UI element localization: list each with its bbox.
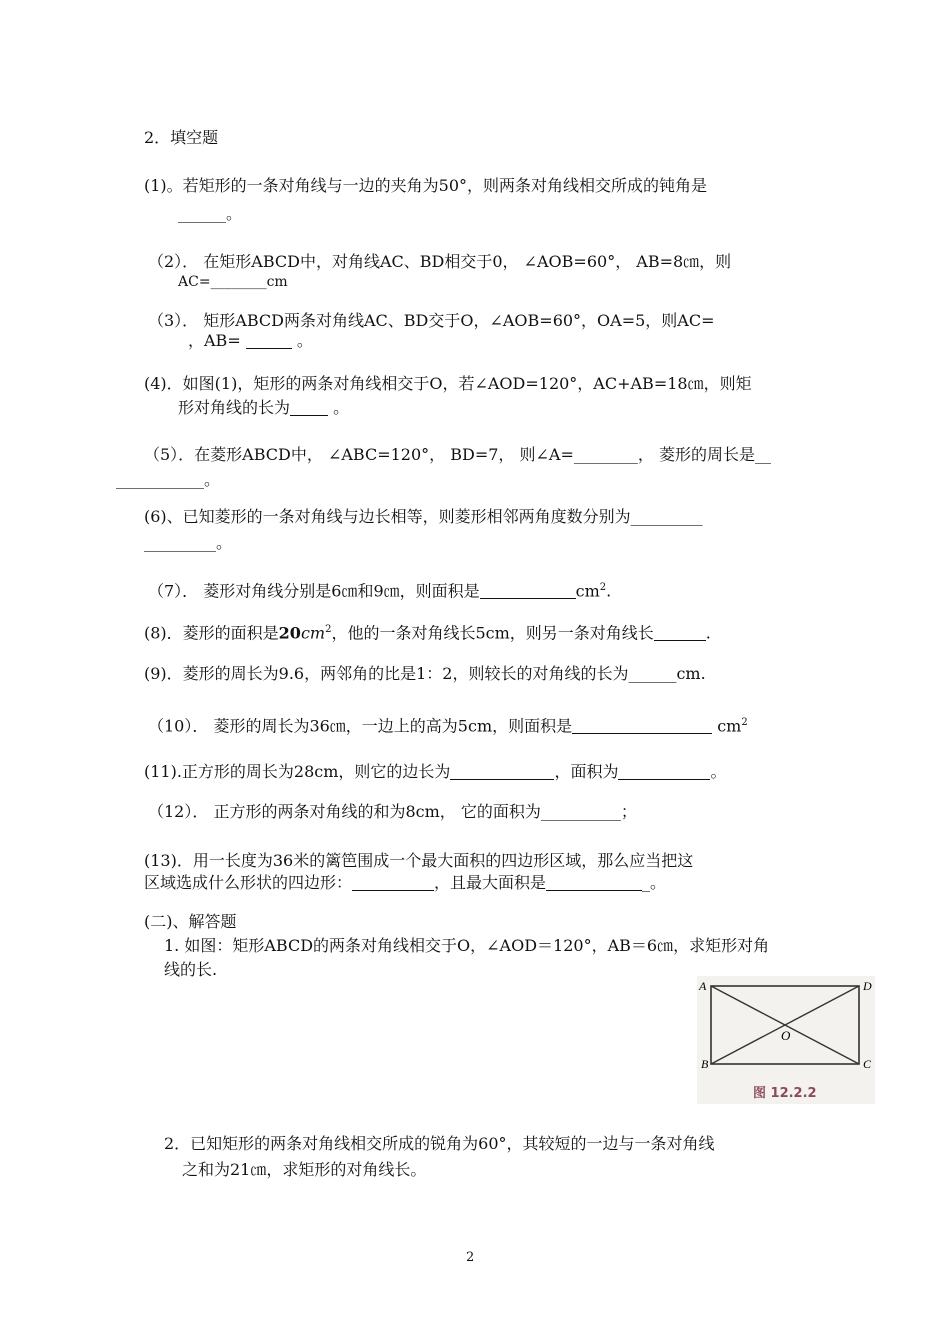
- q13-text: 区域选成什么形状的四边形：: [144, 873, 353, 892]
- q11-text: (11).正方形的周长为28cm，则它的边长为: [144, 762, 451, 781]
- label-b: B: [701, 1057, 709, 1071]
- q8-sup: 2: [325, 624, 332, 635]
- q13-line1: (13)．用一长度为36米的篱笆围成一个最大面积的四边形区域，那么应当把这: [144, 851, 694, 870]
- q8-text: (8)．菱形的面积是: [144, 623, 279, 643]
- q3-ab: ，AB=: [188, 331, 241, 350]
- q4-line1: (4)．如图(1)，矩形的两条对角线相交于O，若∠AOD=120°，AC+AB=18㎝，则矩: [144, 374, 752, 393]
- q3-line2: [178, 331, 313, 351]
- q3-end: 。: [296, 331, 313, 350]
- q2-ac: AC=: [178, 274, 211, 290]
- q13-end: _。: [642, 873, 667, 892]
- q5-line2: ___________。: [116, 470, 221, 489]
- q11-text2: ，面积为: [554, 762, 619, 781]
- q13-blank1: [352, 874, 434, 891]
- q7-line: [148, 578, 611, 601]
- q5-line1: （5）．在菱形ABCD中， ∠ABC=120°， BD=7， 则∠A=________， 菱形的周长是__: [144, 445, 771, 464]
- label-c: C: [863, 1057, 872, 1071]
- q10-unit: cm: [717, 716, 742, 736]
- label-a: A: [699, 979, 707, 993]
- label-d: D: [863, 979, 872, 993]
- p1-line1: 1. 如图：矩形ABCD的两条对角线相交于O，∠AOD＝120°，AB＝6㎝，求矩形对角: [164, 936, 770, 955]
- q11-blank1: [450, 763, 554, 780]
- q3-blank: [246, 332, 292, 349]
- q2-answer-blank: ________cm: [210, 274, 288, 290]
- q1-line2: ______。: [178, 204, 243, 223]
- q3-line1: （3）． 矩形ABCD两条对角线AC、BD交于O，∠AOB=60°，OA=5，则AC=: [148, 311, 715, 330]
- q7-text: （7）． 菱形对角线分别是6㎝和9㎝，则面积是: [148, 581, 480, 601]
- q9-line: (9)．菱形的周长为9.6，两邻角的比是1：2，则较长的对角线的长为______cm.: [144, 664, 706, 683]
- page-number: 2: [466, 1250, 475, 1265]
- p1-line2: 线的长.: [164, 960, 218, 979]
- q7-sup: 2: [599, 582, 607, 593]
- q8-text2: ，他的一条对角线长5cm，则另一条对角线长: [331, 623, 654, 643]
- q11-blank2: [618, 763, 710, 780]
- q8-unit: cm: [300, 623, 326, 643]
- q12-line: （12）． 正方形的两条对角线的和为8cm， 它的面积为__________；: [148, 802, 637, 821]
- q10-blank: [572, 717, 712, 734]
- q10-sup: 2: [741, 717, 748, 728]
- q7-unit: cm: [575, 581, 600, 601]
- q11-line: [144, 762, 726, 782]
- p2-line1: 2．已知矩形的两条对角线相交所成的锐角为60°，其较短的一边与一条对角线: [164, 1134, 715, 1153]
- q2-line1: （2）． 在矩形ABCD中，对角线AC、BD相交于0， ∠AOB=60°， AB=8㎝，则: [148, 252, 732, 271]
- q10-line: [148, 713, 748, 736]
- p2-line2: 之和为21㎝，求矩形的对角线长。: [182, 1160, 427, 1179]
- part2-title: (二)、解答题: [144, 912, 237, 931]
- rectangle-figure: [697, 976, 875, 1104]
- q4-line2: [178, 398, 349, 418]
- q4-end: 。: [333, 398, 350, 417]
- q6-line2: _________。: [144, 533, 233, 552]
- q4-text: 形对角线的长为: [178, 398, 291, 417]
- q8-end: .: [705, 623, 711, 643]
- q8-num: 20: [278, 623, 301, 643]
- q2-line2: [178, 272, 288, 292]
- q10-text: （10）． 菱形的周长为36㎝，一边上的高为5cm，则面积是: [148, 716, 573, 736]
- rectangle-diagram: [697, 976, 875, 1104]
- q8-line: [144, 620, 711, 643]
- q13-text2: ，且最大面积是: [434, 873, 547, 892]
- q13-line2: [144, 873, 666, 893]
- q8-blank: [654, 624, 706, 641]
- q11-end: 。: [710, 762, 727, 781]
- q4-blank: [290, 399, 328, 416]
- figure-caption: 图 12.2.2: [753, 1086, 817, 1101]
- label-o: O: [781, 1028, 791, 1043]
- q1-line1: (1)。若矩形的一条对角线与一边的夹角为50°，则两条对角线相交所成的钝角是: [144, 176, 708, 195]
- section-title: 2．填空题: [144, 128, 219, 147]
- q13-blank2: [546, 874, 642, 891]
- q7-blank: [480, 582, 576, 599]
- q6-line1: (6)、已知菱形的一条对角线与边长相等，则菱形相邻两角度数分别为_________: [144, 507, 703, 526]
- q7-end: .: [606, 581, 612, 601]
